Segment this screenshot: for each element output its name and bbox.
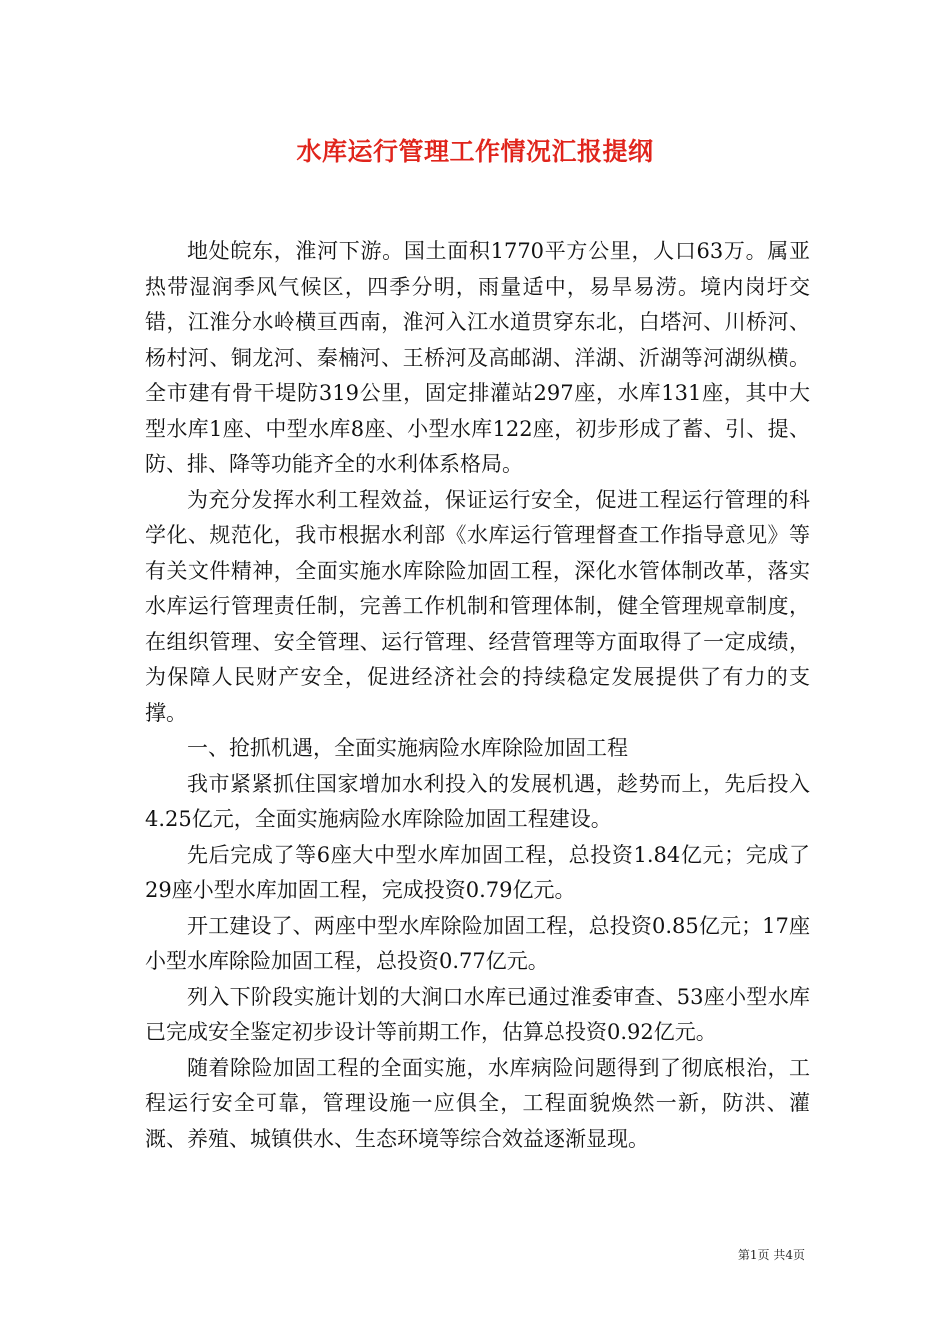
paragraph-achievements: 为充分发挥水利工程效益，保证运行安全，促进工程运行管理的科学化、规范化，我市根据水利部《水库运行管理督查工作指导意见》等有关文件精神，全面实施水库除险加固工程，深化水管体制改革，落实水库运行管理责任制，完善工作机制和管理体制，健全管理规章制度，在组织管理、安全管理、运行管理、经营管理等方面取得了一定成绩，为保障人民财产安全，促进经济社会的持续稳定发展提供了有力的支撑。 (145, 487, 810, 725)
paragraph-investment: 我市紧紧抓住国家增加水利投入的发展机遇，趁势而上，先后投入4.25亿元，全面实施病险水库除险加固工程建设。 (145, 771, 810, 831)
document-body (145, 234, 810, 1157)
page-number-footer: 第1页 共4页 (737, 1248, 805, 1262)
section-heading-1: 一、抢抓机遇，全面实施病险水库除险加固工程 (187, 736, 628, 760)
paragraph-benefits: 随着除险加固工程的全面实施，水库病险问题得到了彻底根治，工程运行安全可靠，管理设施一应俱全，工程面貌焕然一新，防洪、灌溉、养殖、城镇供水、生态环境等综合效益逐渐显现。 (145, 1055, 810, 1151)
document-title: 水库运行管理工作情况汇报提纲 (296, 137, 654, 166)
paragraph-planned-projects: 列入下阶段实施计划的大涧口水库已通过淮委审查、53座小型水库已完成安全鉴定初步设计等前期工作，估算总投资0.92亿元。 (145, 984, 810, 1044)
paragraph-completed-projects: 先后完成了等6座大中型水库加固工程，总投资1.84亿元；完成了29座小型水库加固工程，完成投资0.79亿元。 (145, 842, 810, 902)
paragraph-overview: 地处皖东，淮河下游。国土面积1770平方公里，人口63万。属亚热带湿润季风气候区，四季分明，雨量适中，易旱易涝。境内岗圩交错，江淮分水岭横亘西南，淮河入江水道贯穿东北，白塔河、川桥河、杨村河、铜龙河、秦楠河、王桥河及高邮湖、洋湖、沂湖等河湖纵横。全市建有骨干堤防319公里，固定排灌站297座，水库131座，其中大型水库1座、中型水库8座、小型水库122座，初步形成了蓄、引、提、防、排、降等功能齐全的水利体系格局。 (145, 239, 810, 476)
paragraph-ongoing-projects: 开工建设了、两座中型水库除险加固工程，总投资0.85亿元；17座小型水库除险加固工程，总投资0.77亿元。 (145, 913, 810, 973)
